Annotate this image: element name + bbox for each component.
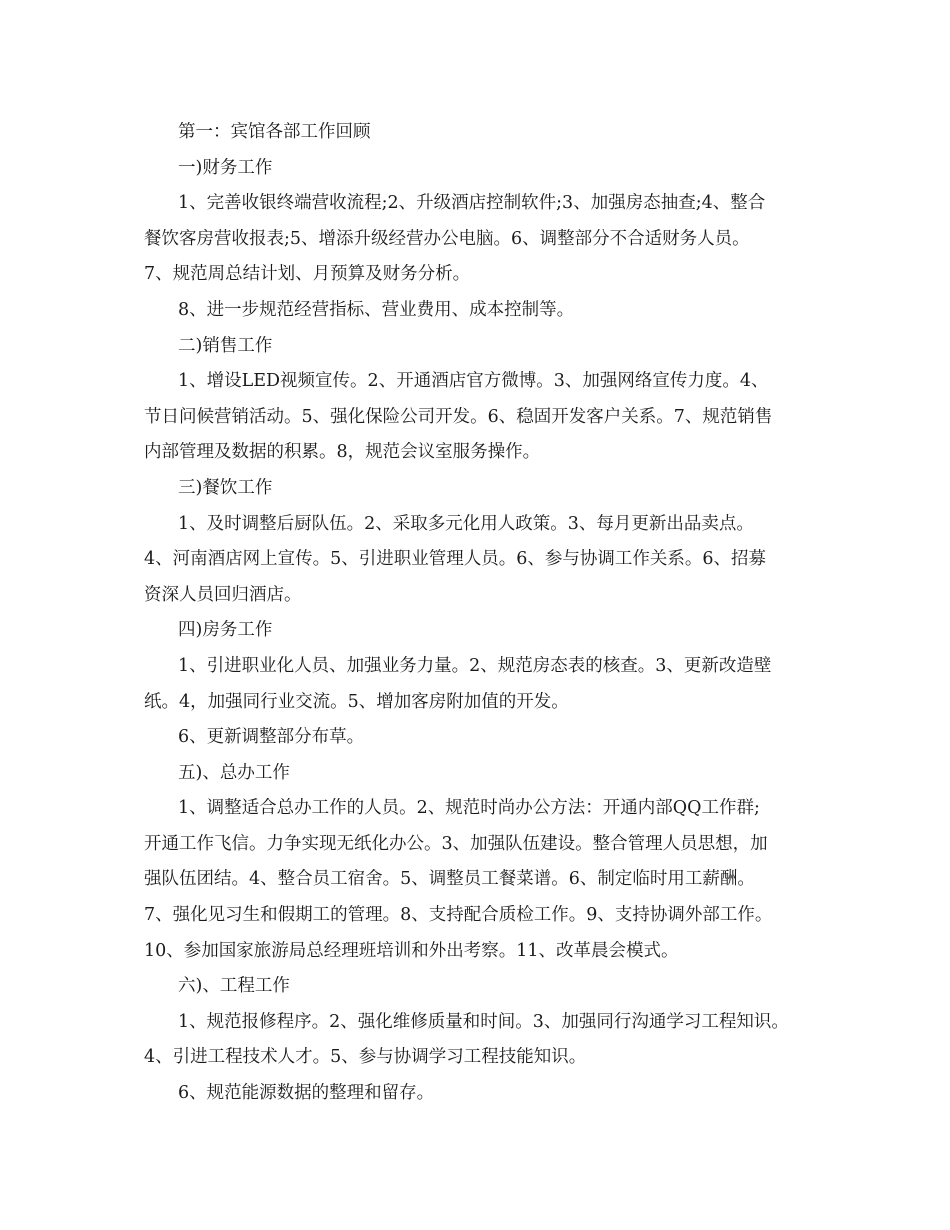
paragraph-line: 4、引进工程技术人才。5、参与协调学习工程技能知识。 bbox=[144, 1047, 587, 1068]
paragraph-line-indented: 二)销售工作 bbox=[178, 335, 273, 356]
paragraph-line-indented: 1、增设LED视频宣传。2、开通酒店官方微博。3、加强网络宣传力度。4、 bbox=[178, 371, 769, 392]
paragraph-line-indented: 五)、总办工作 bbox=[178, 762, 290, 783]
paragraph-line-indented: 1、规范报修程序。2、强化维修质量和时间。3、加强同行沟通学习工程知识。 bbox=[178, 1011, 789, 1032]
paragraph-line: 10、参加国家旅游局总经理班培训和外出考察。11、改革晨会模式。 bbox=[144, 940, 679, 961]
paragraph-line-indented: 1、调整适合总办工作的人员。2、规范时尚办公方法：开通内部QQ工作群; bbox=[178, 798, 760, 819]
paragraph-line: 餐饮客房营收报表;5、增添升级经营办公电脑。6、调整部分不合适财务人员。 bbox=[144, 228, 750, 249]
paragraph-line: 纸。4，加强同行业交流。5、增加客房附加值的开发。 bbox=[144, 691, 569, 712]
paragraph-line-indented: 六)、工程工作 bbox=[178, 976, 290, 997]
paragraph-line-indented: 1、及时调整后厨队伍。2、采取多元化用人政策。3、每月更新出品卖点。 bbox=[178, 513, 754, 534]
paragraph-line-indented: 6、规范能源数据的整理和留存。 bbox=[178, 1083, 435, 1104]
paragraph-line: 内部管理及数据的积累。8，规范会议室服务操作。 bbox=[144, 442, 541, 463]
paragraph-line: 资深人员回归酒店。 bbox=[144, 584, 302, 605]
paragraph-line: 4、河南酒店网上宣传。5、引进职业管理人员。6、参与协调工作关系。6、招募 bbox=[144, 549, 767, 570]
paragraph-line-indented: 一)财务工作 bbox=[178, 157, 273, 178]
document-body bbox=[144, 115, 820, 1112]
paragraph-line-indented: 1、引进职业化人员、加强业务力量。2、规范房态表的核查。3、更新改造壁 bbox=[178, 655, 772, 676]
paragraph-line: 强队伍团结。4、整合员工宿舍。5、调整员工餐菜谱。6、制定临时用工薪酬。 bbox=[144, 869, 755, 890]
paragraph-line-indented: 8、进一步规范经营指标、营业费用、成本控制等。 bbox=[178, 299, 575, 320]
paragraph-line: 开通工作飞信。力争实现无纸化办公。3、加强队伍建设。整合管理人员思想，加 bbox=[144, 833, 768, 854]
paragraph-line: 节日问候营销活动。5、强化保险公司开发。6、稳固开发客户关系。7、规范销售 bbox=[144, 406, 773, 427]
paragraph-line-indented: 第一：宾馆各部工作回顾 bbox=[178, 122, 371, 142]
paragraph-line-indented: 四)房务工作 bbox=[178, 620, 273, 641]
paragraph-line-indented: 三)餐饮工作 bbox=[178, 477, 273, 498]
paragraph-line: 7、规范周总结计划、月预算及财务分析。 bbox=[144, 264, 471, 285]
paragraph-line-indented: 6、更新调整部分布草。 bbox=[178, 727, 365, 748]
paragraph-line: 7、强化见习生和假期工的管理。8、支持配合质检工作。9、支持协调外部工作。 bbox=[144, 905, 773, 926]
paragraph-line-indented: 1、完善收银终端营收流程;2、升级酒店控制软件;3、加强房态抽查;4、整合 bbox=[178, 193, 766, 214]
